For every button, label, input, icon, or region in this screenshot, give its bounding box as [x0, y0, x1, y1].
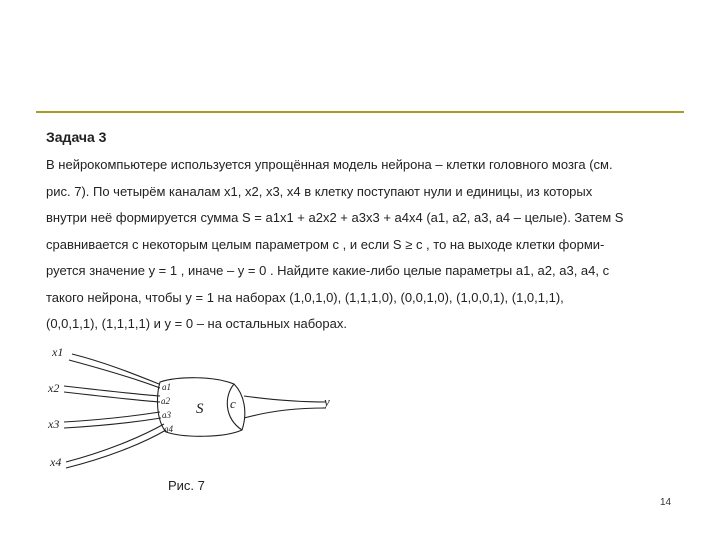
paragraph-line-7: (0,0,1,1), (1,1,1,1) и y = 0 – на остальных наборах. — [46, 316, 347, 331]
input-channel-3b — [64, 418, 161, 428]
input-label-x3: x3 — [48, 417, 60, 431]
input-label-x1: x1 — [52, 345, 64, 359]
paragraph-line-4: сравнивается с некоторым целым параметром c , и если S ≥ c , то на выходе клетки форми- — [46, 236, 605, 252]
paragraph-line-3: внутри неё формируется сумма S = a1x1 + a2x2 + a3x3 + a4x4 (a1, a2, a3, a4 – целые). Затем S — [46, 210, 624, 225]
page-number: 14 — [660, 497, 672, 508]
input-channel-4b — [66, 430, 166, 468]
output-label: y — [324, 394, 330, 409]
paragraph-line-2: рис. 7). По четырём каналам x1, x2, x3, x4 в клетку поступают нули и единицы, из которых — [46, 183, 593, 199]
input-channel-4 — [66, 424, 164, 462]
weight-label-a1: a1 — [162, 382, 171, 392]
paragraph-line-1: В нейрокомпьютере используется упрощённая модель нейрона – клетки головного мозга (см. — [46, 157, 613, 172]
task-title: Задача 3 — [46, 129, 107, 145]
paragraph-line-5: руется значение y = 1 , иначе – y = 0 . Найдите какие-либо целые параметры a1, a2, a3, a4, c — [46, 263, 610, 278]
sum-label: S — [196, 401, 204, 417]
axon-bottom — [244, 408, 326, 418]
paragraph-line-6: такого нейрона, чтобы y = 1 на наборах (1,0,1,0), (1,1,1,0), (0,0,1,0), (1,0,0,1), (1,0,1,1), — [46, 289, 564, 305]
input-channel-2b — [64, 392, 160, 402]
figure-caption: Рис. 7 — [168, 478, 205, 493]
weight-label-a2: a2 — [161, 396, 170, 406]
input-channel-1b — [69, 360, 160, 388]
axon-top — [244, 396, 326, 402]
input-label-x2: x2 — [48, 381, 60, 395]
neuron-figure — [44, 340, 344, 480]
header-rule — [36, 111, 684, 113]
task-text — [46, 128, 676, 338]
weight-label-a4: a4 — [164, 424, 173, 434]
input-channel-2 — [64, 386, 160, 396]
input-channel-1 — [72, 354, 159, 384]
weight-label-a3: a3 — [162, 410, 171, 420]
threshold-label: c — [230, 396, 236, 411]
neuron-diagram — [44, 340, 344, 480]
input-label-x4: x4 — [50, 455, 62, 469]
